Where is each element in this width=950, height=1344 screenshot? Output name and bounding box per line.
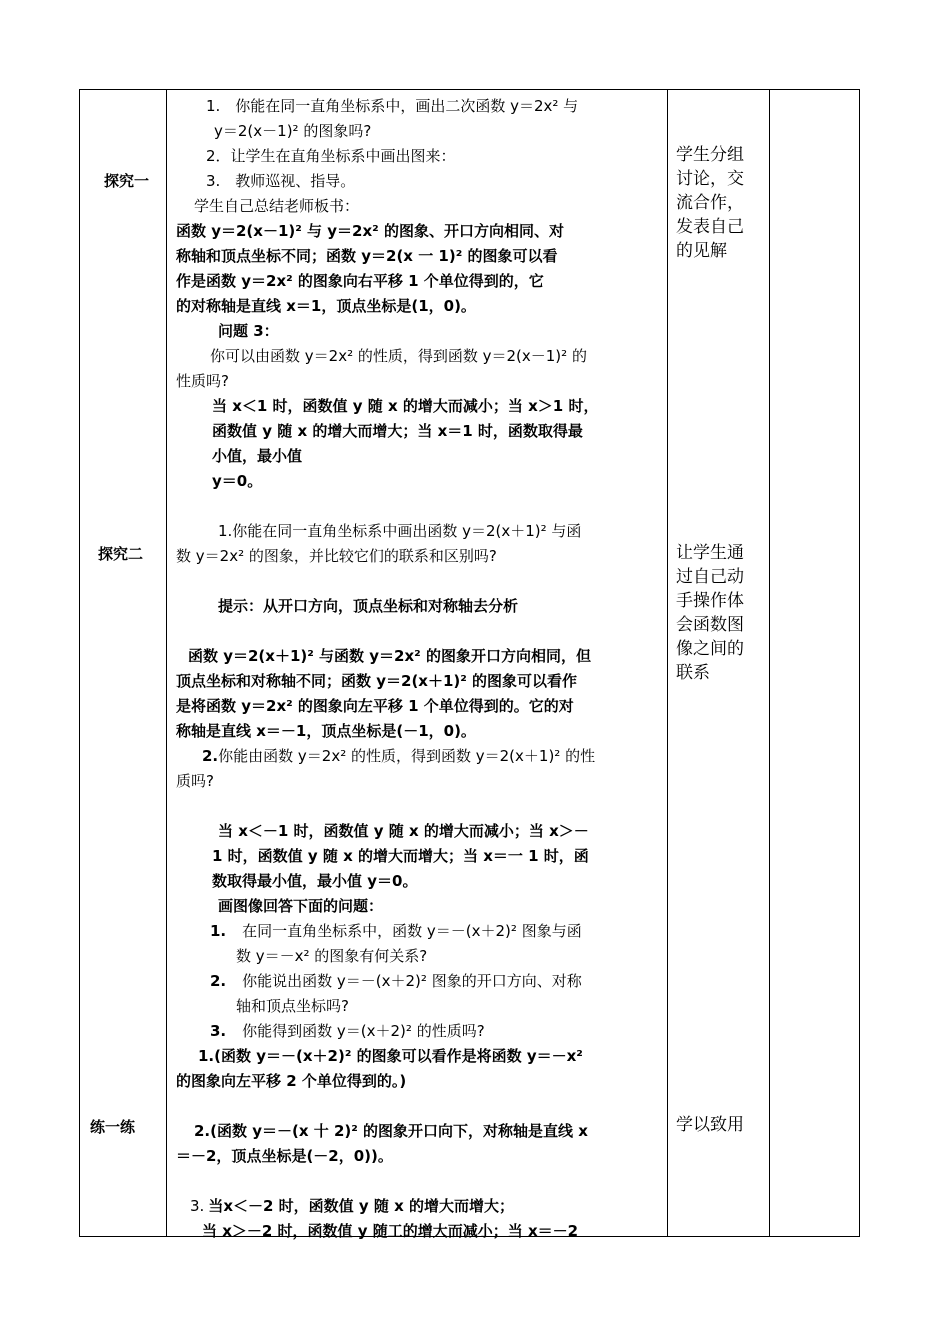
note-line: 学以致用 bbox=[676, 1115, 744, 1135]
section-label-explore-2: 探究二 bbox=[98, 545, 144, 563]
content-line: 数取得最小值，最小值 y＝0。 bbox=[212, 872, 418, 890]
content-line: 函数值 y 随 x 的增大而增大；当 x＝1 时，函数取得最 bbox=[212, 422, 583, 440]
note-line: 过自己动 bbox=[676, 567, 744, 587]
content-line: 顶点坐标和对称轴不同；函数 y＝2(x＋1)² 的图象可以看作 bbox=[176, 672, 578, 690]
column-divider bbox=[667, 89, 668, 1237]
content-line: y＝0。 bbox=[212, 472, 263, 490]
content-line bbox=[176, 969, 662, 994]
content-line: 称轴是直线 x＝－1，顶点坐标是(－1，0)。 bbox=[176, 722, 476, 740]
section-label-explore-1: 探究一 bbox=[104, 172, 150, 190]
note-line: 联系 bbox=[676, 663, 710, 683]
content-line: ＝－2，顶点坐标是(－2，0))。 bbox=[176, 1147, 393, 1165]
content-line: 提示：从开口方向，顶点坐标和对称轴去分析 bbox=[218, 597, 519, 615]
note-line: 的见解 bbox=[676, 241, 727, 261]
item-text: 你能由函数 y＝2x² 的性质，得到函数 y＝2(x＋1)² 的性 bbox=[218, 747, 596, 765]
content-line: 是将函数 y＝2x² 的图象向左平移 1 个单位得到的。它的对 bbox=[176, 697, 574, 715]
content-line: 当 x＞－2 时，函数值 y 随工的增大而减小；当 x＝－2 bbox=[202, 1222, 579, 1240]
content-line: 函数 y＝2(x＋1)² 与函数 y＝2x² 的图象开口方向相同，但 bbox=[188, 647, 591, 665]
content-line: 3. 教师巡视、指导。 bbox=[206, 172, 356, 190]
content-line: 作是函数 y＝2x² 的图象向右平移 1 个单位得到的，它 bbox=[176, 272, 544, 290]
section-label-practice: 练一练 bbox=[90, 1118, 136, 1136]
content-line: 1.(函数 y＝－(x＋2)² 的图象可以看作是将函数 y＝－x² bbox=[198, 1047, 583, 1065]
content-line: 质吗? bbox=[176, 772, 214, 790]
note-practice bbox=[676, 1113, 764, 1137]
item-text: 在同一直角坐标系中，函数 y＝－(x＋2)² 图象与函 bbox=[242, 922, 582, 940]
note-line: 让学生通 bbox=[676, 543, 744, 563]
content-line: 数 y＝2x² 的图象，并比较它们的联系和区别吗? bbox=[176, 547, 497, 565]
item-number: 3. bbox=[210, 1022, 227, 1040]
item-number: 1. bbox=[210, 922, 227, 940]
item-number: 3. bbox=[190, 1197, 205, 1215]
column-divider bbox=[166, 89, 167, 1237]
note-explore-2 bbox=[676, 541, 764, 685]
note-line: 发表自己 bbox=[676, 217, 744, 237]
content-line: 函数 y＝2(x－1)² 与 y＝2x² 的图象、开口方向相同、对 bbox=[176, 222, 564, 240]
content-line: 2.(函数 y＝－(x 十 2)² 的图象开口向下，对称轴是直线 x bbox=[194, 1122, 588, 1140]
lesson-content bbox=[176, 94, 662, 1244]
content-line: 学生自己总结老师板书： bbox=[194, 197, 360, 215]
note-explore-1 bbox=[676, 143, 764, 263]
item-text: 你能说出函数 y＝－(x＋2)² 图象的开口方向、对称 bbox=[242, 972, 582, 990]
note-line: 像之间的 bbox=[676, 639, 744, 659]
content-line: 画图像回答下面的问题： bbox=[218, 897, 384, 915]
content-line: 你可以由函数 y＝2x² 的性质，得到函数 y＝2(x－1)² 的 bbox=[210, 347, 587, 365]
note-line: 会函数图 bbox=[676, 615, 744, 635]
content-line bbox=[176, 1194, 662, 1219]
column-divider bbox=[769, 89, 770, 1237]
content-line: 性质吗? bbox=[176, 372, 229, 390]
item-number: 2. bbox=[210, 972, 227, 990]
note-line: 手操作体 bbox=[676, 591, 744, 611]
content-line: 1 时，函数值 y 随 x 的增大而增大；当 x＝一 1 时，函 bbox=[212, 847, 589, 865]
content-line: y＝2(x－1)² 的图象吗? bbox=[214, 122, 372, 140]
content-line bbox=[176, 919, 662, 944]
item-text: 当x＜－2 时，函数值 y 随 x 的增大而增大； bbox=[208, 1197, 514, 1215]
note-line: 学生分组 bbox=[676, 145, 744, 165]
content-line: 2．让学生在直角坐标系中画出图来： bbox=[206, 147, 456, 165]
content-line: 1. 你能在同一直角坐标系中，画出二次函数 y＝2x² 与 bbox=[206, 97, 579, 115]
note-line: 讨论，交 bbox=[676, 169, 744, 189]
content-line: 轴和顶点坐标吗? bbox=[236, 997, 349, 1015]
content-line: 数 y＝－x² 的图象有何关系? bbox=[236, 947, 428, 965]
content-line: 1.你能在同一直角坐标系中画出函数 y＝2(x＋1)² 与函 bbox=[218, 522, 582, 540]
content-line bbox=[176, 1019, 662, 1044]
content-line: 称轴和顶点坐标不同；函数 y＝2(x 一 1)² 的图象可以看 bbox=[176, 247, 558, 265]
item-text: 你能得到函数 y＝(x＋2)² 的性质吗? bbox=[242, 1022, 485, 1040]
content-line: 小值，最小值 bbox=[212, 447, 303, 465]
content-line: 问题 3： bbox=[218, 322, 279, 340]
content-line: 当 x＜1 时，函数值 y 随 x 的增大而减小；当 x＞1 时， bbox=[212, 397, 599, 415]
content-line: 的对称轴是直线 x＝1，顶点坐标是(1，0)。 bbox=[176, 297, 476, 315]
item-number: 2. bbox=[202, 747, 219, 765]
note-line: 流合作， bbox=[676, 193, 744, 213]
content-line bbox=[176, 744, 662, 769]
content-line: 的图象向左平移 2 个单位得到的。) bbox=[176, 1072, 407, 1090]
content-line: 当 x＜－1 时，函数值 y 随 x 的增大而减小；当 x＞－ bbox=[218, 822, 589, 840]
